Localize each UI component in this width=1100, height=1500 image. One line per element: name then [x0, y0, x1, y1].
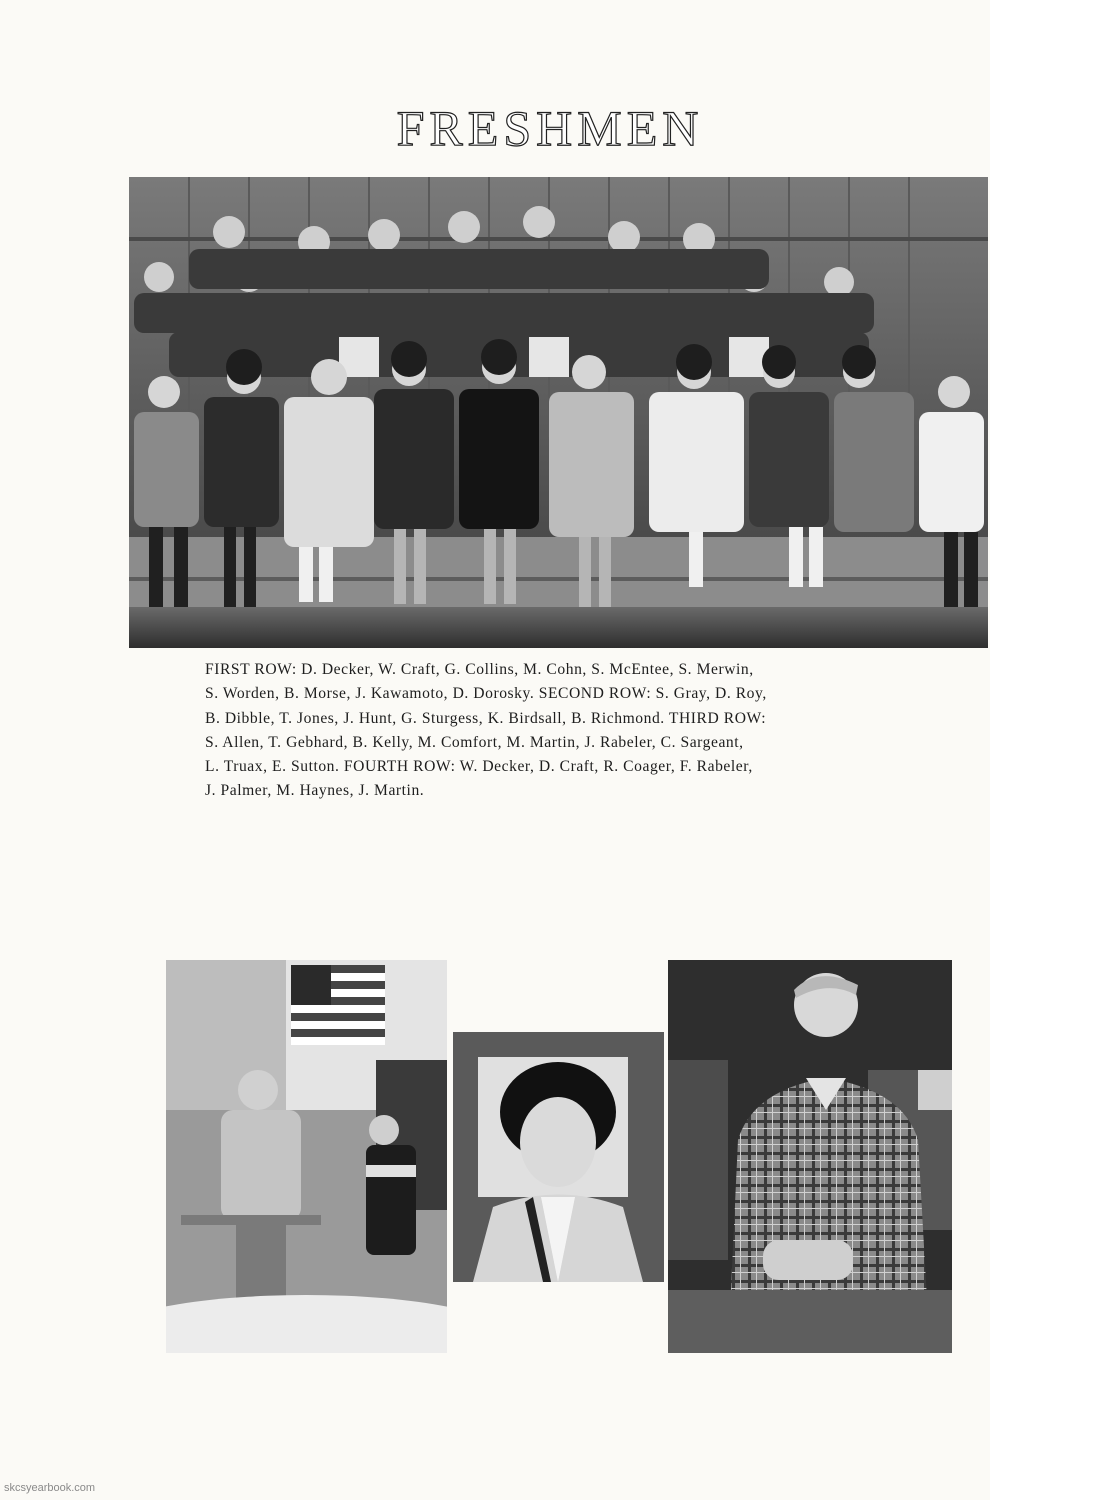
candid-photo-plaid-shirt	[668, 960, 952, 1353]
caption-line: L. Truax, E. Sutton. FOURTH ROW: W. Decker, D. Craft, R. Coager, F. Rabeler,	[205, 758, 753, 776]
flag-icon	[291, 965, 385, 1045]
candid-photo-cafeteria	[166, 960, 447, 1353]
watermark: skcsyearbook.com	[4, 1482, 96, 1494]
page-margin	[990, 0, 1100, 1500]
photo-caption	[205, 658, 925, 804]
group-class-photo	[129, 177, 988, 648]
caption-line: J. Palmer, M. Haynes, J. Martin.	[205, 782, 425, 800]
caption-line: FIRST ROW: D. Decker, W. Craft, G. Collins, M. Cohn, S. McEntee, S. Merwin,	[205, 661, 754, 678]
caption-line: B. Dibble, T. Jones, J. Hunt, G. Sturgess, K. Birdsall, B. Richmond. THIRD ROW:	[205, 709, 767, 727]
caption-line: S. Worden, B. Morse, J. Kawamoto, D. Dorosky. SECOND ROW: S. Gray, D. Roy,	[205, 685, 767, 703]
candid-photo-portrait	[453, 1032, 664, 1282]
page-title: FRESHMEN	[396, 100, 704, 156]
caption-line: S. Allen, T. Gebhard, B. Kelly, M. Comfort, M. Martin, J. Rabeler, C. Sargeant,	[205, 733, 744, 751]
